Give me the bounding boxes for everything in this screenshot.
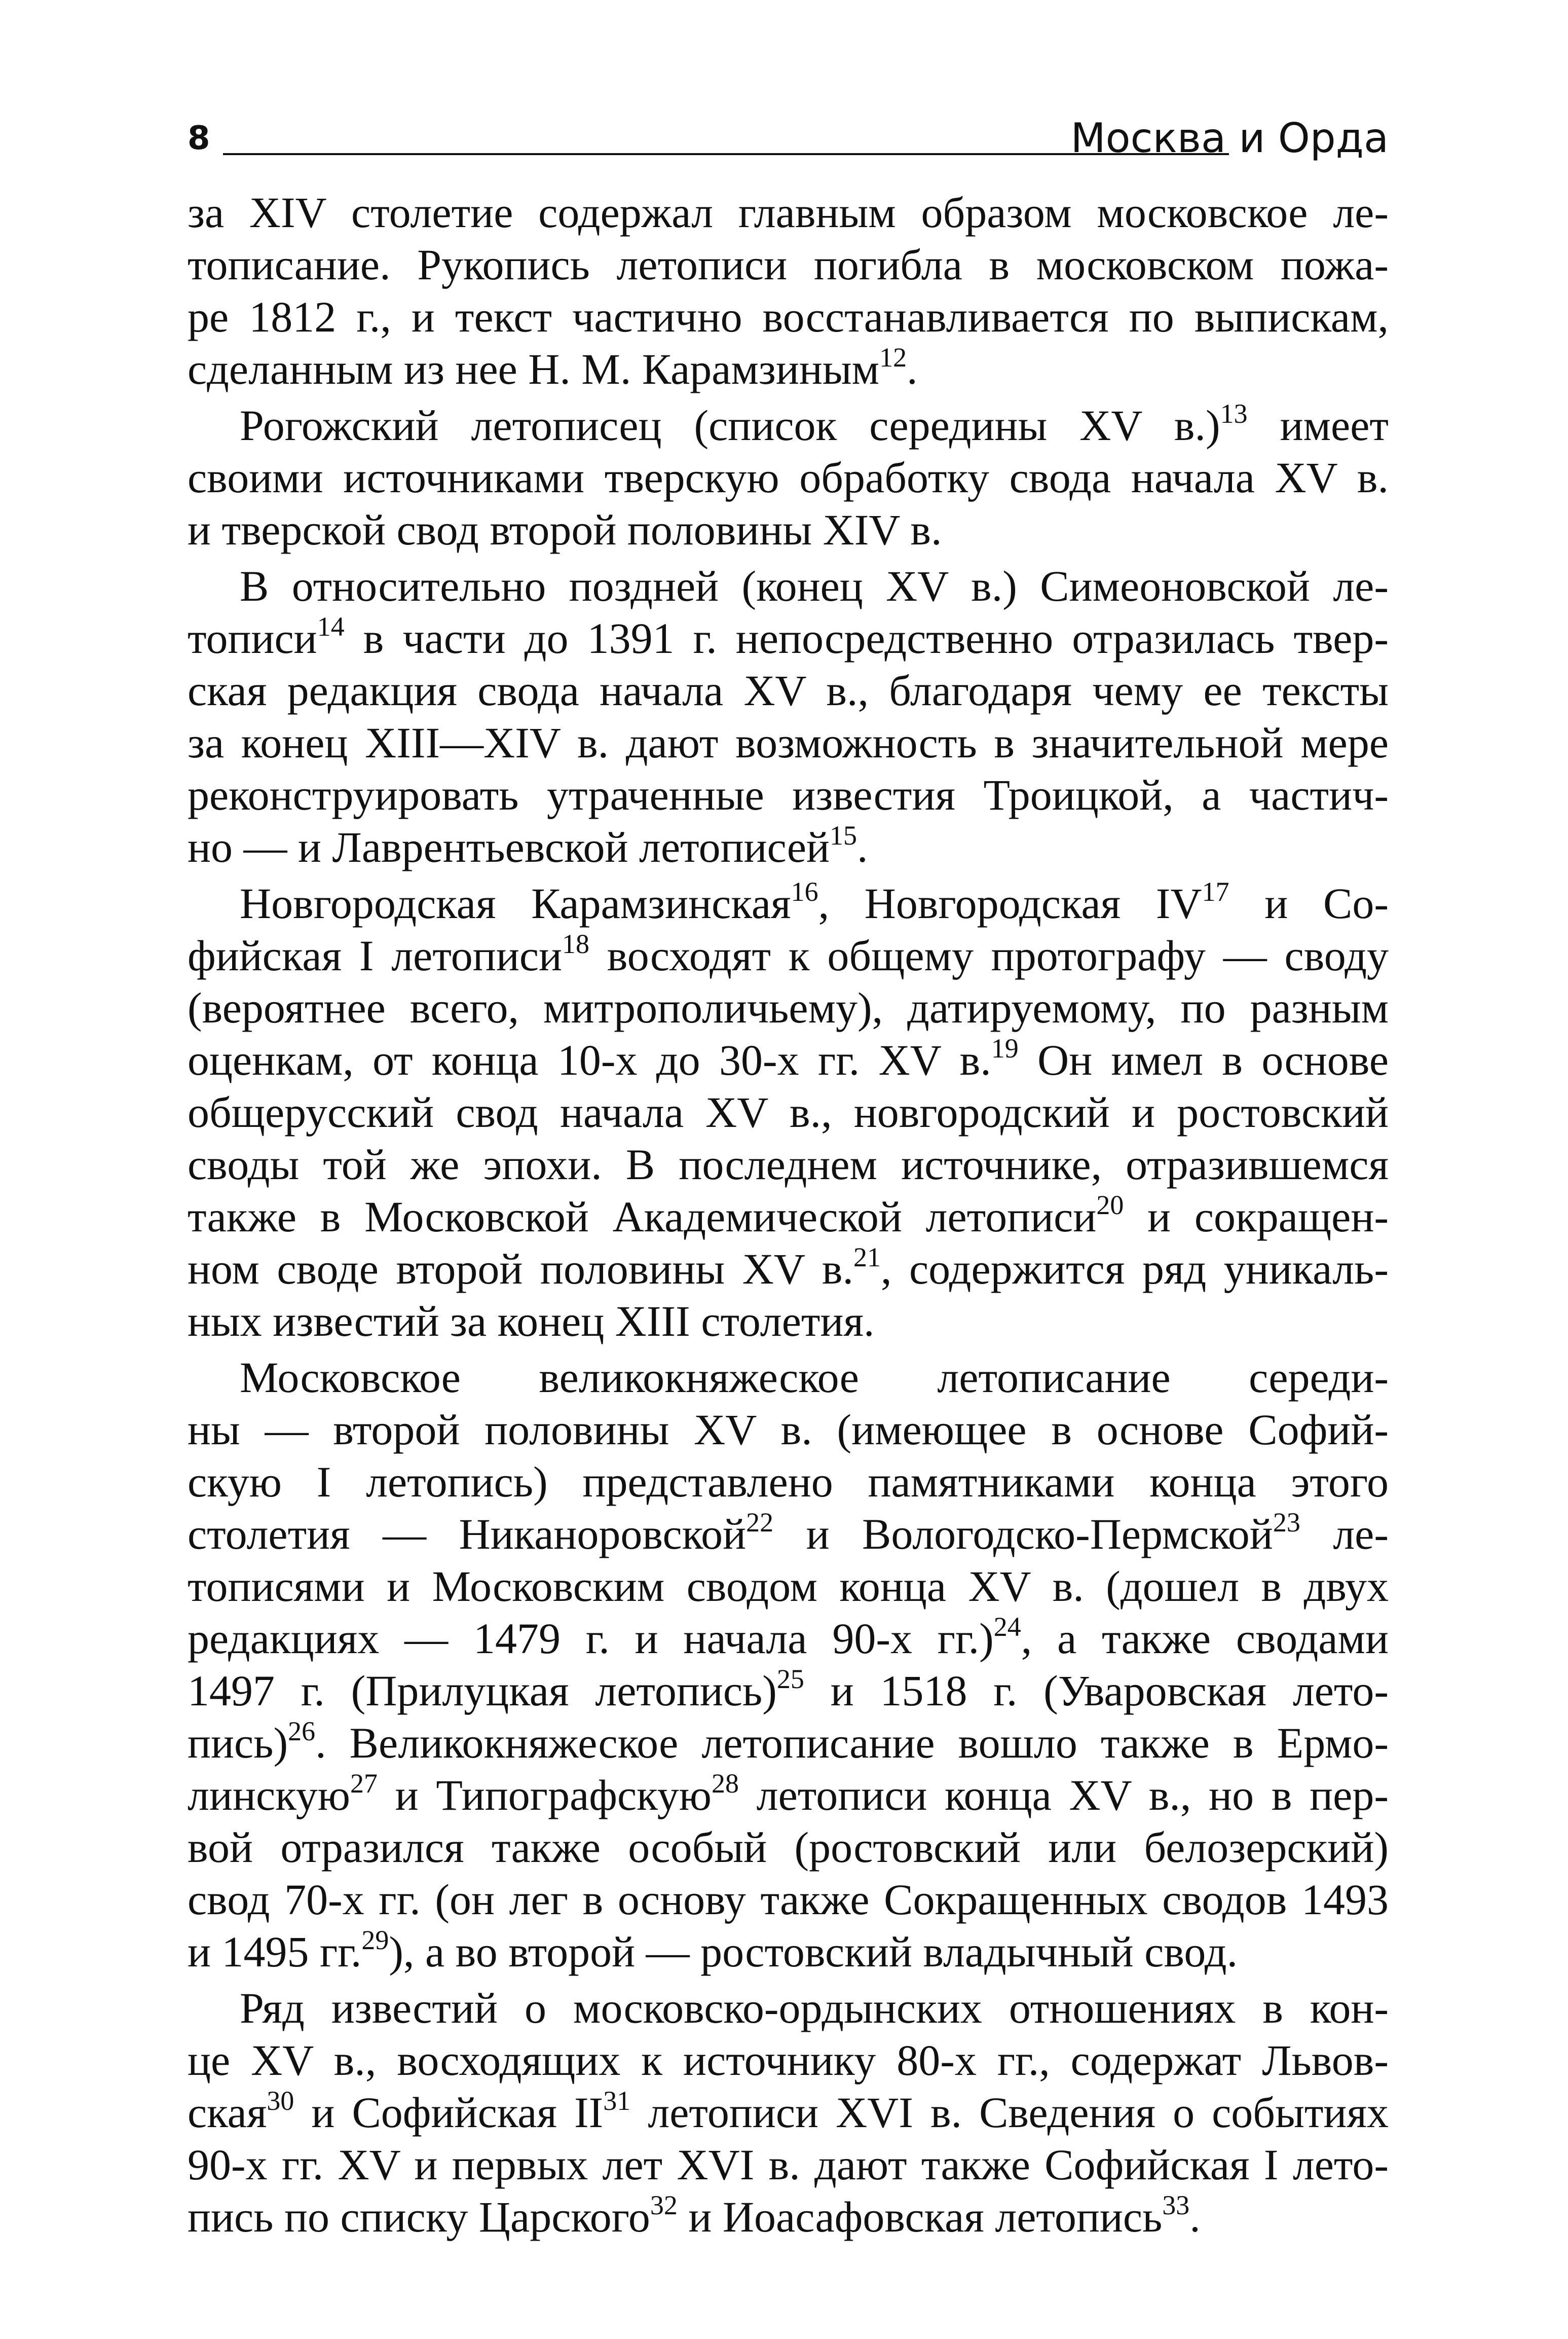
text-line	[188, 1139, 1389, 1191]
text-run: сделанным из нее Н. М. Карамзиным	[188, 345, 880, 393]
text-run: це XV в., восходящих к источнику 80-х гг., содержат Львов-	[188, 2036, 1389, 2085]
text-run: восходят к общему протографу — своду	[589, 931, 1389, 980]
text-run: в части до 1391 г. непосредственно отразилась твер-	[344, 614, 1389, 663]
text-line	[188, 1508, 1389, 1560]
text-run: линскую	[188, 1771, 350, 1819]
text-run: оценкам, от конца 10-х до 30-х гг. XV в.	[188, 1036, 991, 1084]
footnote-reference: 16	[791, 876, 818, 907]
footnote-reference: 12	[879, 342, 907, 373]
text-run: реконструировать утраченные известия Троицкой, а частич-	[188, 771, 1389, 819]
text-run: Он имел в основе	[1018, 1036, 1389, 1084]
text-run: фийская I летописи	[188, 931, 563, 980]
text-run: пись)	[188, 1719, 288, 1767]
text-run: . Великокняжеское летописание вошло также в Ермо-	[315, 1719, 1389, 1767]
text-line	[188, 1769, 1389, 1821]
text-run: ская	[188, 2088, 267, 2137]
text-line	[188, 2087, 1389, 2139]
text-line	[188, 1665, 1389, 1717]
text-line	[188, 1351, 1389, 1404]
text-run: и сокращен-	[1124, 1192, 1389, 1241]
text-run: ном своде второй половины XV в.	[188, 1245, 853, 1293]
text-line	[188, 1874, 1389, 1926]
footnote-reference: 14	[317, 611, 345, 642]
paragraph	[188, 560, 1389, 873]
footnote-reference: 26	[288, 1716, 316, 1746]
footnote-reference: 18	[562, 929, 590, 959]
text-run: и 1518 г. (Уваровская лето-	[804, 1666, 1389, 1715]
text-run: общерусский свод начала XV в., новгородский и ростовский	[188, 1088, 1389, 1137]
text-run: , а также сводами	[1021, 1614, 1389, 1663]
text-line	[188, 504, 1389, 556]
text-run: скую I летопись) представлено памятниками конца этого	[188, 1457, 1389, 1506]
text-line	[188, 239, 1389, 291]
text-run: и тверской свод второй половины XIV в.	[188, 505, 942, 554]
text-line	[188, 878, 1389, 930]
running-title: Москва и Орда	[1070, 115, 1389, 162]
text-line	[188, 1456, 1389, 1508]
text-line	[188, 1560, 1389, 1613]
text-line	[188, 769, 1389, 821]
text-run: ле-	[1300, 1510, 1389, 1558]
running-head	[188, 111, 1389, 166]
text-line	[188, 1404, 1389, 1456]
footnote-reference: 20	[1096, 1190, 1124, 1220]
text-run: за конец XIII—XIV в. дают возможность в значительной мере	[188, 718, 1389, 767]
footnote-reference: 32	[650, 2190, 678, 2220]
text-line	[188, 1926, 1389, 1978]
text-run: Ряд известий о московско-ордынских отношениях в кон-	[240, 1984, 1389, 2032]
text-run: , содержится ряд уникаль-	[880, 1245, 1389, 1293]
text-run: ), а во второй — ростовский владычный свод.	[389, 1927, 1238, 1976]
text-run: летописи XVI в. Сведения о событиях	[630, 2088, 1389, 2137]
text-line	[188, 1821, 1389, 1874]
paragraph-gap	[188, 1978, 1389, 1982]
paragraph-gap	[188, 2243, 1389, 2247]
paragraph	[188, 1351, 1389, 1978]
text-run: и Иоасафовская летопись	[677, 2192, 1163, 2241]
text-run: (вероятнее всего, митрополичьему), датируемому, по разным	[188, 983, 1389, 1032]
text-line	[188, 1034, 1389, 1086]
text-line	[188, 399, 1389, 452]
page-number: 8	[188, 120, 210, 157]
text-line	[188, 343, 1389, 395]
footnote-reference: 27	[350, 1768, 378, 1799]
text-run: своды той же эпохи. В последнем источнике, отразившемся	[188, 1140, 1389, 1189]
text-run: ре 1812 г., и текст частично восстанавливается по выпискам,	[188, 293, 1389, 341]
text-run: и Типографскую	[377, 1771, 712, 1819]
text-line	[188, 612, 1389, 665]
paragraph	[188, 399, 1389, 556]
text-line	[188, 1191, 1389, 1243]
footnote-reference: 29	[361, 1925, 389, 1955]
text-run: 90-х гг. XV и первых лет XVI в. дают также Софийская I лето-	[188, 2140, 1389, 2189]
text-line	[188, 187, 1389, 239]
footnote-reference: 19	[991, 1033, 1019, 1064]
text-run: за XIV столетие содержал главным образом московское ле-	[188, 188, 1389, 237]
text-run: редакциях — 1479 г. и начала 90-х гг.)	[188, 1614, 994, 1663]
body-text	[188, 187, 1389, 2247]
text-line	[188, 2034, 1389, 2087]
text-line	[188, 1243, 1389, 1295]
text-run: .	[907, 345, 918, 393]
text-run: и Со-	[1229, 879, 1389, 928]
text-run: и Софийская II	[294, 2088, 604, 2137]
text-run: .	[857, 823, 868, 871]
footnote-reference: 31	[603, 2086, 631, 2116]
footnote-reference: 23	[1273, 1507, 1300, 1538]
footnote-reference: 21	[853, 1242, 881, 1272]
text-run: своими источниками тверскую обработку свода начала XV в.	[188, 453, 1389, 502]
text-line	[188, 452, 1389, 504]
text-run: также в Московской Академической летописи	[188, 1192, 1097, 1241]
paragraph	[188, 878, 1389, 1347]
text-run: летописи конца XV в., но в пер-	[738, 1771, 1389, 1819]
text-line	[188, 1717, 1389, 1769]
text-run: имеет	[1247, 401, 1389, 450]
text-run: тописи	[188, 614, 317, 663]
text-line	[188, 717, 1389, 769]
text-run: .	[1189, 2192, 1201, 2241]
paragraph-gap	[188, 1347, 1389, 1351]
footnote-reference: 22	[746, 1507, 774, 1538]
text-run: ская редакция свода начала XV в., благодаря чему ее тексты	[188, 666, 1389, 715]
text-line	[188, 1086, 1389, 1139]
footnote-reference: 24	[993, 1612, 1021, 1642]
text-run: В относительно поздней (конец XV в.) Симеоновской ле-	[240, 562, 1389, 610]
text-line	[188, 930, 1389, 982]
text-run: Московское великокняжеское летописание середи-	[240, 1353, 1389, 1402]
text-run: Новгородская Карамзинская	[240, 879, 791, 928]
paragraph	[188, 1982, 1389, 2243]
text-run: Рогожский летописец (список середины XV в.)	[240, 401, 1220, 450]
text-run: тописями и Московским сводом конца XV в. (дошел в двух	[188, 1562, 1389, 1611]
text-run: ны — второй половины XV в. (имеющее в основе Софий-	[188, 1405, 1389, 1454]
paragraph-gap	[188, 395, 1389, 399]
text-line	[188, 291, 1389, 343]
text-run: пись по списку Царского	[188, 2192, 650, 2241]
text-run: свод 70-х гг. (он лег в основу также Сокращенных сводов 1493	[188, 1875, 1389, 1924]
text-run: вой отразился также особый (ростовский или белозерский)	[188, 1823, 1389, 1872]
text-line	[188, 2139, 1389, 2191]
text-run: и 1495 гг.	[188, 1927, 362, 1976]
text-run: столетия — Никаноровской	[188, 1510, 746, 1558]
text-line	[188, 982, 1389, 1034]
text-run: 1497 г. (Прилуцкая летопись)	[188, 1666, 777, 1715]
text-line	[188, 665, 1389, 717]
footnote-reference: 33	[1162, 2190, 1190, 2220]
text-line	[188, 560, 1389, 612]
footnote-reference: 25	[776, 1664, 804, 1694]
text-line	[188, 1982, 1389, 2034]
text-line	[188, 2191, 1389, 2243]
text-run: тописание. Рукопись летописи погибла в московском пожа-	[188, 240, 1389, 289]
text-line	[188, 821, 1389, 873]
text-run: но — и Лаврентьевской летописей	[188, 823, 830, 871]
footnote-reference: 13	[1220, 398, 1248, 429]
footnote-reference: 15	[830, 820, 857, 851]
text-line	[188, 1295, 1389, 1347]
footnote-reference: 17	[1202, 876, 1229, 907]
paragraph	[188, 187, 1389, 395]
footnote-reference: 30	[267, 2086, 294, 2116]
paragraph-gap	[188, 556, 1389, 560]
text-run: , Новгородская IV	[818, 879, 1202, 928]
text-line	[188, 1613, 1389, 1665]
text-run: и Вологодско-Пермской	[773, 1510, 1273, 1558]
footnote-reference: 28	[711, 1768, 739, 1799]
text-run: ных известий за конец XIII столетия.	[188, 1297, 875, 1345]
